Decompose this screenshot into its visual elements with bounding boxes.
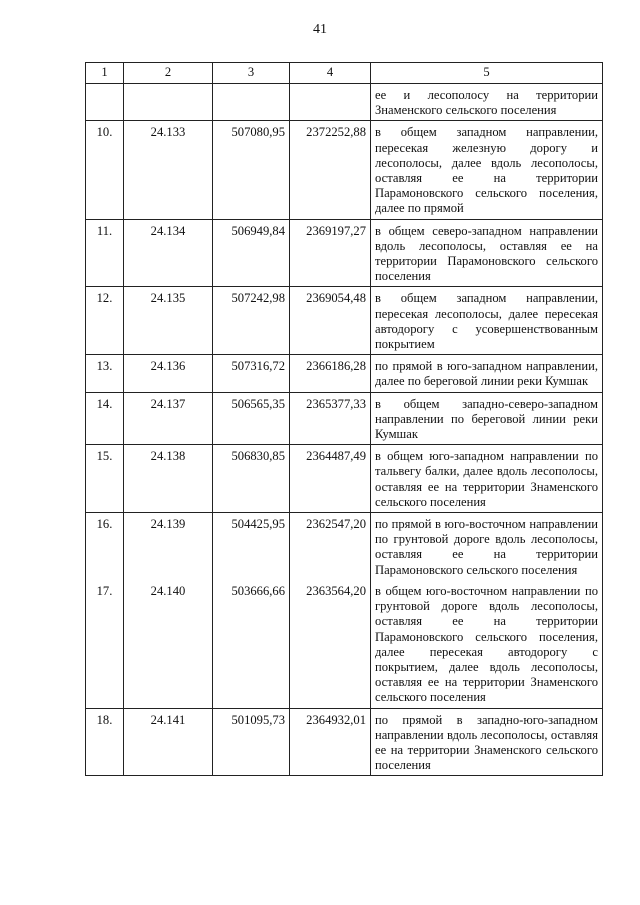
- row-number: 13.: [86, 355, 124, 392]
- coord-x: 507242,98: [213, 287, 290, 355]
- table-header-row: [86, 63, 603, 84]
- continuation-row: [86, 84, 603, 121]
- coord-y: 2372252,88: [290, 121, 371, 219]
- point-id: 24.141: [124, 708, 213, 776]
- coord-x: 504425,95: [213, 513, 290, 580]
- header-cell: 2: [124, 63, 213, 84]
- point-id: 24.135: [124, 287, 213, 355]
- table-row: [86, 445, 603, 513]
- point-id: 24.140: [124, 580, 213, 708]
- description: в общем юго-западном направлении по тальвегу балки, далее вдоль лесополосы, оставляя ее на территории Знаменского сельского поселения: [371, 445, 603, 513]
- coord-y: 2366186,28: [290, 355, 371, 392]
- row-number: 16.: [86, 513, 124, 580]
- table-row: [86, 580, 603, 708]
- description: в общем западном направлении, пересекая лесополосы, далее пересекая автодорогу с усовершенствованным покрытием: [371, 287, 603, 355]
- point-id: 24.134: [124, 219, 213, 287]
- table-row: [86, 708, 603, 776]
- description: по прямой в юго-восточном направлении по грунтовой дороге вдоль лесополосы, оставляя ее на территории Парамоновского сельского поселения: [371, 513, 603, 580]
- table-row: [86, 513, 603, 580]
- point-id: 24.133: [124, 121, 213, 219]
- row-number: 15.: [86, 445, 124, 513]
- row-number: 11.: [86, 219, 124, 287]
- row-number: 10.: [86, 121, 124, 219]
- point-id: 24.139: [124, 513, 213, 580]
- point-id: 24.137: [124, 392, 213, 445]
- coord-y: 2364932,01: [290, 708, 371, 776]
- header-cell: 5: [371, 63, 603, 84]
- coord-x: 501095,73: [213, 708, 290, 776]
- coord-y: 2369197,27: [290, 219, 371, 287]
- point-id: 24.136: [124, 355, 213, 392]
- description: в общем западно-северо-западном направлении по береговой линии реки Кумшак: [371, 392, 603, 445]
- coord-y: 2365377,33: [290, 392, 371, 445]
- table-row: [86, 355, 603, 392]
- row-number: 17.: [86, 580, 124, 708]
- coord-y: 2369054,48: [290, 287, 371, 355]
- table-row: [86, 392, 603, 445]
- coord-x: 503666,66: [213, 580, 290, 708]
- page-number: 41: [313, 22, 327, 37]
- coord-y: 2363564,20: [290, 580, 371, 708]
- coord-y: 2362547,20: [290, 513, 371, 580]
- row-number: 12.: [86, 287, 124, 355]
- header-cell: 4: [290, 63, 371, 84]
- coord-x: 507080,95: [213, 121, 290, 219]
- description: в общем северо-западном направлении вдоль лесополосы, оставляя ее на территории Парамоновского сельского поселения: [371, 219, 603, 287]
- header-cell: 1: [86, 63, 124, 84]
- coord-x: 506565,35: [213, 392, 290, 445]
- continuation-text: ее и лесополосу на территории Знаменского сельского поселения: [371, 84, 603, 121]
- description: по прямой в западно-юго-западном направлении вдоль лесополосы, оставляя ее на территории Знаменского сельского поселения: [371, 708, 603, 776]
- table-row: [86, 219, 603, 287]
- point-id: 24.138: [124, 445, 213, 513]
- coord-x: 507316,72: [213, 355, 290, 392]
- description: в общем юго-восточном направлении по грунтовой дороге вдоль лесополосы, оставляя ее на территории Парамоновского сельского поселения, далее пересекая автодорогу с покрытием, далее вдоль лесополосы, оставляя ее на территории Знаменского сельского поселения: [371, 580, 603, 708]
- coord-y: 2364487,49: [290, 445, 371, 513]
- table-row: [86, 287, 603, 355]
- table-row: [86, 121, 603, 219]
- boundary-table: [85, 62, 603, 776]
- description: в общем западном направлении, пересекая железную дорогу и лесополосы, далее вдоль лесополосы, оставляя ее на территории Парамоновского сельского поселения, далее по прямой: [371, 121, 603, 219]
- coord-x: 506949,84: [213, 219, 290, 287]
- coord-x: 506830,85: [213, 445, 290, 513]
- row-number: 14.: [86, 392, 124, 445]
- description: по прямой в юго-западном направлении, далее по береговой линии реки Кумшак: [371, 355, 603, 392]
- header-cell: 3: [213, 63, 290, 84]
- row-number: 18.: [86, 708, 124, 776]
